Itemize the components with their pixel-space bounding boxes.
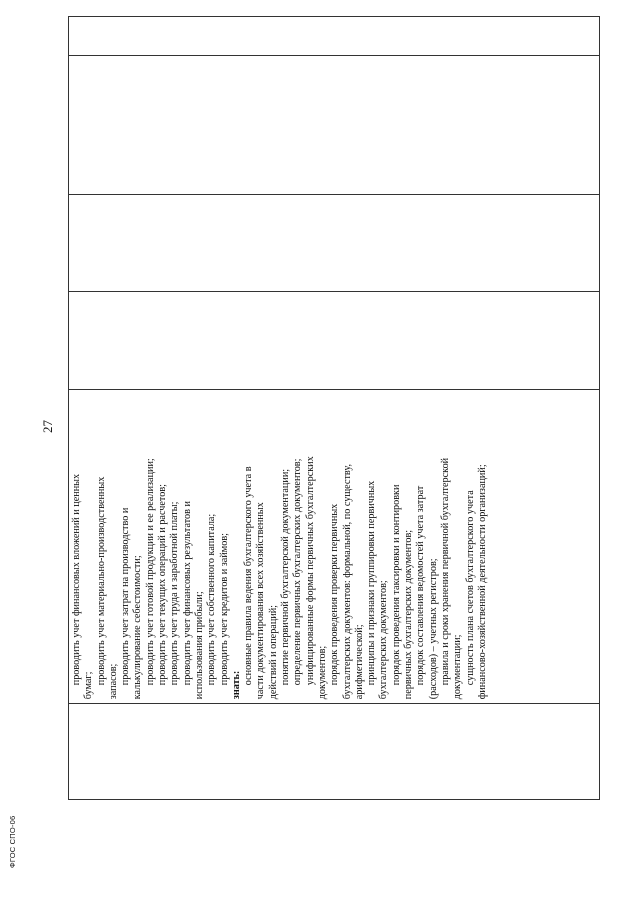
content-line: правила и сроки хранения первичной бухгалтерской (439, 457, 451, 686)
content-line: порядок проведения таксировки и контировки (390, 484, 402, 686)
content-line: проводить учет собственного капитала; (206, 513, 218, 686)
table-cell-module (69, 55, 599, 194)
content-line: проводить учет текущих операций и расчетов; (157, 484, 169, 686)
content-line: документов; (316, 645, 328, 700)
table-cell-code (69, 703, 599, 799)
content-line: (расходов) – учетных регистров; (427, 558, 439, 700)
content-line: калькулирование себестоимости; (132, 555, 144, 700)
section-heading: знать: (230, 670, 242, 700)
table-container (68, 16, 600, 800)
table-cell-competency (69, 17, 599, 55)
content-line: бухгалтерских документов: формальной, по существу, (341, 464, 353, 700)
table-cell-hours-required (69, 194, 599, 292)
content-line: проводить учет затрат на производство и (120, 507, 132, 686)
content-line: документации; (452, 634, 464, 700)
content-line: действий и операций; (267, 604, 279, 700)
footer-code: ФГОС СПО-06 (8, 815, 17, 868)
content-line: проводить учет готовой продукции и ее реализации; (144, 458, 156, 686)
content-line: порядок проведения проверки первичных (329, 503, 341, 686)
content-line: проводить учет финансовых вложений и ценных (71, 473, 82, 686)
content-line: проводить учет труда и заработной платы; (169, 501, 181, 686)
content-line: принципы и признаки группировки первичных (366, 480, 378, 686)
content-line: понятие первичной бухгалтерской документации; (280, 468, 292, 686)
content-line: проводить учет финансовых результатов и (181, 501, 193, 686)
content-line: унифицированные формы первичных бухгалтерских (304, 456, 316, 686)
table-cell-content (69, 389, 599, 703)
content-line: сущность плана счетов бухгалтерского учета (464, 490, 476, 686)
content-line: запасов; (107, 663, 119, 700)
table-cell-hours-max (69, 291, 599, 389)
content-line: первичных бухгалтерских документов; (403, 529, 415, 700)
content-line: части документирования всех хозяйственных (255, 502, 267, 700)
content-line: бумаг; (83, 671, 95, 700)
standards-table (68, 16, 600, 800)
content-line: финансово-хозяйственной деятельности организаций; (476, 464, 488, 700)
content-line: проводить учет материально-производственных (95, 476, 107, 686)
content-line: порядок составления ведомостей учета затрат (415, 485, 427, 686)
content-line: бухгалтерских документов; (378, 580, 390, 700)
content-line: определение первичных бухгалтерских документов; (292, 458, 304, 686)
content-line: проводить учет кредитов и займов; (218, 533, 230, 686)
content-line: основные правила ведения бухгалтерского учета в (243, 466, 255, 686)
content-line: использования прибыли; (193, 591, 205, 700)
page-number: 27 (40, 420, 55, 433)
content-line: арифметической; (353, 624, 365, 700)
